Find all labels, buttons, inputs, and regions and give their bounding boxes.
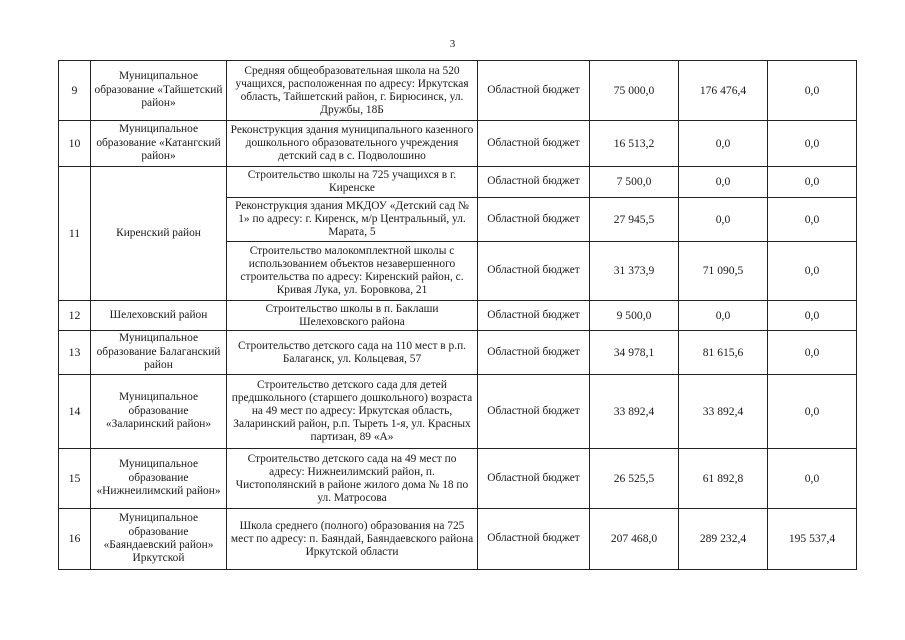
amount-cell-2: 61 892,8 <box>679 449 768 509</box>
municipality-cell: Муниципальное образование «Заларинский район» <box>91 375 227 449</box>
amount-cell-2: 33 892,4 <box>679 375 768 449</box>
row-number: 15 <box>59 449 91 509</box>
table-row <box>59 301 857 331</box>
amount-cell-2: 0,0 <box>679 121 768 167</box>
amount-cell-3: 0,0 <box>768 198 857 242</box>
municipality-cell: Муниципальное образование «Баяндаевский район» Иркутской <box>91 509 227 570</box>
funding-source-cell: Областной бюджет <box>478 198 590 242</box>
funding-source-cell: Областной бюджет <box>478 449 590 509</box>
page-number: 3 <box>449 38 456 50</box>
municipality-cell: Шелеховский район <box>91 301 227 331</box>
object-cell: Реконструкция здания муниципального казенного дошкольного образовательного учреждения детский сад в с. Подволошино <box>227 121 478 167</box>
funding-source-cell: Областной бюджет <box>478 242 590 301</box>
table-row <box>59 331 857 375</box>
amount-cell-1: 75 000,0 <box>590 61 679 121</box>
amount-cell-2: 0,0 <box>679 198 768 242</box>
object-cell: Строительство детского сада на 110 мест в р.п. Балаганск, ул. Кольцевая, 57 <box>227 331 478 375</box>
amount-cell-2: 289 232,4 <box>679 509 768 570</box>
amount-cell-3: 195 537,4 <box>768 509 857 570</box>
row-number: 13 <box>59 331 91 375</box>
table-row <box>59 509 857 570</box>
table-row <box>59 375 857 449</box>
row-number: 12 <box>59 301 91 331</box>
amount-cell-1: 9 500,0 <box>590 301 679 331</box>
funding-source-cell: Областной бюджет <box>478 167 590 198</box>
amount-cell-1: 26 525,5 <box>590 449 679 509</box>
row-number: 10 <box>59 121 91 167</box>
municipality-cell: Муниципальное образование Балаганский район <box>91 331 227 375</box>
table-row <box>59 61 857 121</box>
municipality-cell: Муниципальное образование «Катангский район» <box>91 121 227 167</box>
amount-cell-2: 176 476,4 <box>679 61 768 121</box>
amount-cell-1: 7 500,0 <box>590 167 679 198</box>
municipality-cell: Муниципальное образование «Нижнеилимский район» <box>91 449 227 509</box>
row-number: 14 <box>59 375 91 449</box>
amount-cell-2: 81 615,6 <box>679 331 768 375</box>
table-row <box>59 167 857 198</box>
amount-cell-1: 31 373,9 <box>590 242 679 301</box>
municipality-cell: Киренский район <box>91 167 227 301</box>
projects-table <box>58 60 857 570</box>
table-row <box>59 449 857 509</box>
amount-cell-3: 0,0 <box>768 331 857 375</box>
object-cell: Строительство школы на 725 учащихся в г. Киренске <box>227 167 478 198</box>
amount-cell-1: 16 513,2 <box>590 121 679 167</box>
funding-source-cell: Областной бюджет <box>478 331 590 375</box>
amount-cell-2: 0,0 <box>679 301 768 331</box>
amount-cell-3: 0,0 <box>768 242 857 301</box>
object-cell: Реконструкция здания МКДОУ «Детский сад № 1» по адресу: г. Киренск, м/р Центральный, ул. Марата, 5 <box>227 198 478 242</box>
table-row <box>59 121 857 167</box>
amount-cell-3: 0,0 <box>768 449 857 509</box>
amount-cell-3: 0,0 <box>768 121 857 167</box>
funding-source-cell: Областной бюджет <box>478 121 590 167</box>
object-cell: Строительство детского сада для детей предшкольного (старшего дошкольного) возраста на 49 мест по адресу: Иркутская область, Заларинский район, р.п. Тыреть 1-я, ул. Красных партизан, 89 «А» <box>227 375 478 449</box>
object-cell: Строительство детского сада на 49 мест по адресу: Нижнеилимский район, п. Чистополянский в районе жилого дома № 18 по ул. Матросова <box>227 449 478 509</box>
row-number: 16 <box>59 509 91 570</box>
funding-source-cell: Областной бюджет <box>478 301 590 331</box>
object-cell: Школа среднего (полного) образования на 725 мест по адресу: п. Баяндай, Баяндаевского района Иркутской области <box>227 509 478 570</box>
object-cell: Строительство школы в п. Баклаши Шелеховского района <box>227 301 478 331</box>
amount-cell-3: 0,0 <box>768 61 857 121</box>
funding-source-cell: Областной бюджет <box>478 509 590 570</box>
amount-cell-3: 0,0 <box>768 375 857 449</box>
amount-cell-2: 71 090,5 <box>679 242 768 301</box>
amount-cell-3: 0,0 <box>768 301 857 331</box>
object-cell: Средняя общеобразовательная школа на 520 учащихся, расположенная по адресу: Иркутская область, Тайшетский район, г. Бирюсинск, ул. Дружбы, 18Б <box>227 61 478 121</box>
row-number: 11 <box>59 167 91 301</box>
amount-cell-1: 27 945,5 <box>590 198 679 242</box>
row-number: 9 <box>59 61 91 121</box>
funding-source-cell: Областной бюджет <box>478 375 590 449</box>
municipality-cell: Муниципальное образование «Тайшетский район» <box>91 61 227 121</box>
funding-source-cell: Областной бюджет <box>478 61 590 121</box>
amount-cell-2: 0,0 <box>679 167 768 198</box>
amount-cell-1: 34 978,1 <box>590 331 679 375</box>
amount-cell-1: 33 892,4 <box>590 375 679 449</box>
amount-cell-1: 207 468,0 <box>590 509 679 570</box>
amount-cell-3: 0,0 <box>768 167 857 198</box>
object-cell: Строительство малокомплектной школы с использованием объектов незавершенного строительства по адресу: Киренский район, с. Кривая Лука, ул. Боровкова, 21 <box>227 242 478 301</box>
